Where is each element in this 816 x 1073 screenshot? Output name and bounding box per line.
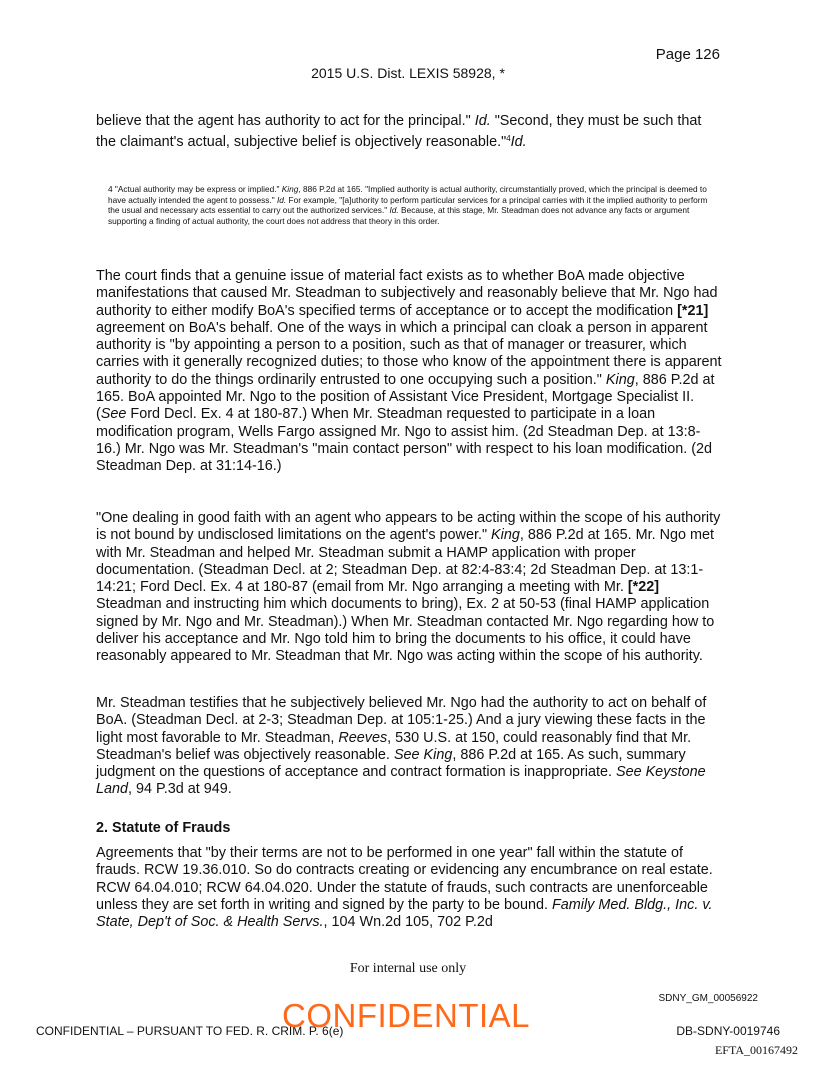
star-page-marker: [*22]	[627, 579, 660, 596]
text-run: "Second, they must be such that the claimant's actual, subjective belief is objectively reasonable."	[96, 113, 702, 151]
paragraph-statute-of-frauds	[96, 845, 722, 931]
star-page-marker: [*21]	[677, 302, 709, 319]
citation-italic: King	[605, 371, 635, 388]
paragraph-good-faith	[96, 510, 722, 666]
citation-italic: Family Med. Bldg., Inc. v. State, Dep't of Soc. & Health Servs.	[96, 896, 713, 931]
citation-italic: King	[491, 527, 520, 544]
internal-use-note: For internal use only	[349, 961, 467, 976]
citation-italic: King	[281, 184, 299, 194]
citation-italic: Reeves	[338, 729, 388, 746]
citation-italic: See King	[393, 746, 453, 763]
page-number: Page 126	[655, 46, 720, 63]
text-run: Mr. Steadman testifies that he subjectively believed Mr. Ngo had the authority to act on behalf of BoA. (Steadman Decl. at 2-3; Steadman Dep. at 105:1-25.) And a jury viewing these facts in the light most favorable to Mr. Steadman,	[96, 695, 707, 746]
paragraph-subjective-belief	[96, 695, 722, 799]
text-run: agreement on BoA's behalf. One of the ways in which a principal can cloak a person in apparent authority is "by appointing a person to a position, such as that of manager or treasurer, which carries with it generally recognized duties; to those who know of the appointment there is apparent authority to do the things ordinarily entrusted to one occupying such a position."	[96, 319, 722, 388]
paragraph-continuation	[96, 113, 722, 152]
text-run: , 530 U.S. at 150, could reasonably find that Mr. Steadman's belief was objectively reasonable.	[96, 729, 692, 763]
text-run: "One dealing in good faith with an agent who appears to be acting within the scope of his authority is not bound by undisclosed limitations on the agent's power."	[96, 510, 721, 544]
paragraph-apparent-authority	[96, 268, 722, 476]
text-run: , 886 P.2d at 165. BoA appointed Mr. Ngo to the position of Assistant Vice President, Mortgage Specialist II. (	[96, 371, 715, 423]
efta-number: EFTA_00167492	[714, 1043, 798, 1057]
text-run: Agreements that "by their terms are not to be performed in one year" fall within the statute of frauds. RCW 19.36.010. So do contracts creating or evidencing any encumbrance on real estate. RCW 64.04.010; RCW 64.04.020. Under the statute of frauds, such contracts are unenforceable unless they are set forth in writing and signed by the party to be bound.	[96, 845, 713, 913]
citation-italic: See	[100, 406, 127, 423]
bates-number-bottom: DB-SDNY-0019746	[676, 1024, 780, 1038]
citation-italic: Id.	[474, 113, 491, 129]
section-heading: 2. Statute of Frauds	[96, 820, 231, 836]
text-run: believe that the agent has authority to act for the principal."	[96, 113, 475, 129]
text-run: Steadman and instructing him which documents to bring), Ex. 2 at 50-53 (final HAMP application signed by Mr. Ngo and Mr. Steadman).) When Mr. Steadman contacted Mr. Ngo regarding how to deliver his acceptance and Mr. Ngo told him to bring the documents to his office, it could have reasonably appeared to Mr. Steadman that Mr. Ngo was acting within the scope of his authority.	[96, 596, 715, 665]
citation-italic: Id.	[389, 205, 399, 216]
footnote-ref: 4	[506, 134, 511, 144]
text-run: , 104 Wn.2d 105, 702 P.2d	[323, 914, 493, 931]
citation-italic: Id.	[510, 134, 527, 151]
citation-italic: Id.	[277, 194, 287, 205]
text-run: Ford Decl. Ex. 4 at 180-87.) When Mr. Steadman requested to participate in a loan modification program, Wells Fargo assigned Mr. Ngo to assist him. (2d Steadman Dep. at 13:8-16.) Mr. Ngo was Mr. Steadman's "main contact person" with respect to his loan modification. (2d Steadman Dep. at 31:14-16.)	[96, 406, 713, 475]
text-run: 4 "Actual authority may be express or implied."	[108, 184, 282, 194]
running-head: 2015 U.S. Dist. LEXIS 58928, *	[311, 65, 505, 81]
text-run: For example, "[a]uthority to perform particular services for a principal carries with it the implied authority to perform the usual and necessary acts essential to carry out the authorized services."	[108, 194, 708, 216]
confidential-notice: CONFIDENTIAL – PURSUANT TO FED. R. CRIM. P. 6(e)	[36, 1024, 344, 1038]
text-run: , 886 P.2d at 165. "Implied authority is actual authority, circumstantially proved, which the principal is deemed to have actually intended the agent to possess."	[108, 184, 707, 205]
text-run: , 94 P.3d at 949.	[128, 781, 232, 798]
text-run: , 886 P.2d at 165. Mr. Ngo met with Mr. Steadman and helped Mr. Steadman submit a HAMP application with proper documentation. (Steadman Decl. at 2; Steadman Dep. at 82:4-83:4; 2d Steadman Dep. at 13:1-14:21; Ford Decl. Ex. 4 at 180-87 (email from Mr. Ngo arranging a meeting with Mr.	[96, 527, 714, 596]
footnote-4	[108, 184, 712, 226]
citation-italic: See Keystone Land	[96, 764, 706, 798]
bates-number-top: SDNY_GM_00056922	[658, 993, 758, 1004]
text-run: , 886 P.2d at 165. As such, summary judgment on the questions of acceptance and contract formation is inappropriate.	[96, 746, 686, 781]
text-run: Because, at this stage, Mr. Steadman does not advance any facts or argument supporting a finding of actual authority, the court does not address that theory in this order.	[108, 205, 690, 226]
confidential-stamp: CONFIDENTIAL	[282, 997, 531, 1034]
text-run: The court finds that a genuine issue of material fact exists as to whether BoA made objective manifestations that caused Mr. Steadman to subjectively and reasonably believe that Mr. Ngo had authority to either modify BoA's specified terms of acceptance or to accept the modification	[96, 268, 718, 319]
